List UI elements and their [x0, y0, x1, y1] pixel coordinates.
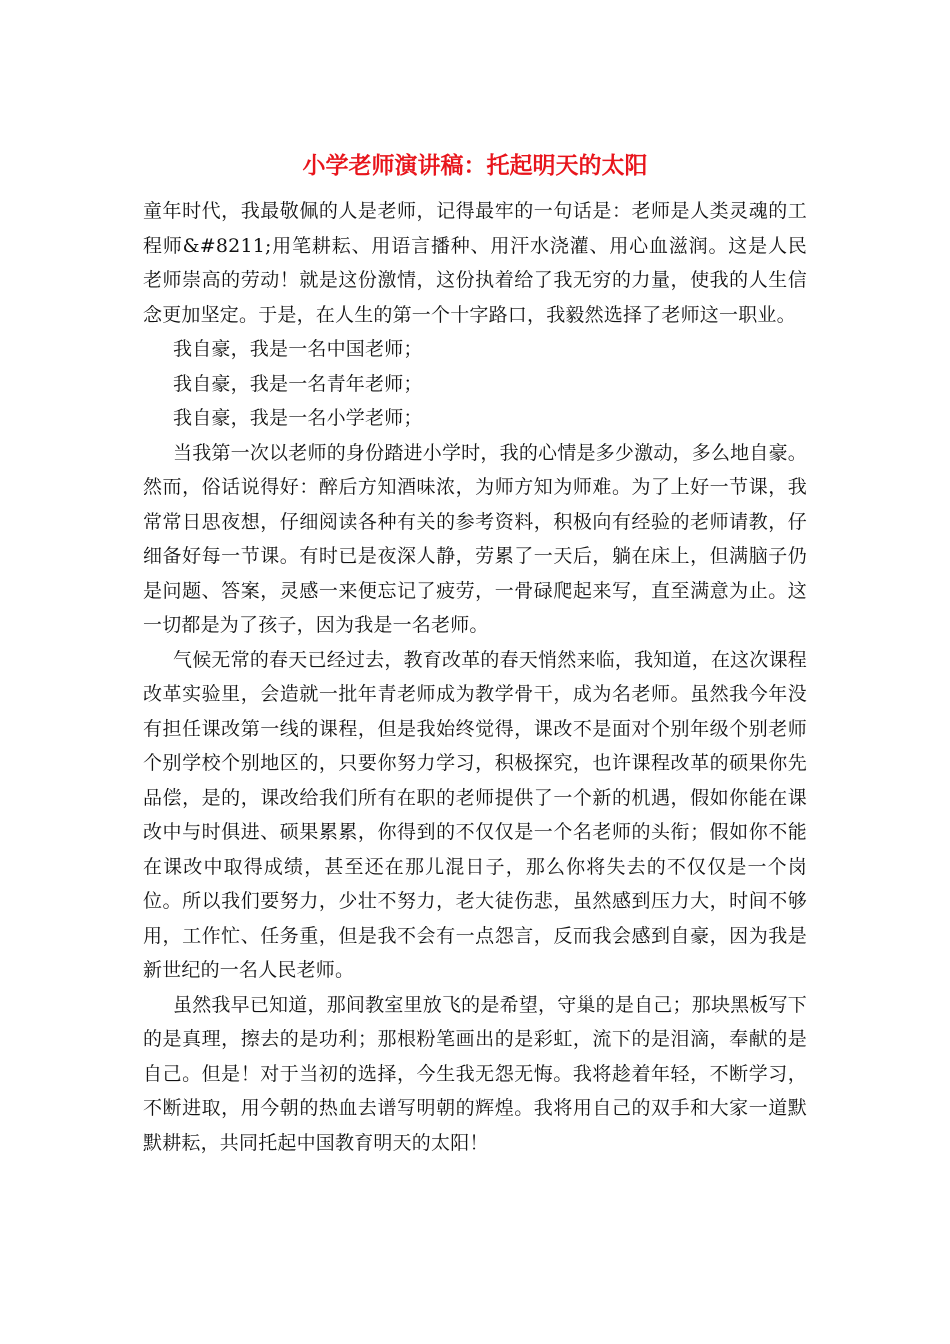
- paragraph-first-day: 当我第一次以老师的身份踏进小学时，我的心情是多少激动，多么地自豪。然而，俗话说得好：醉后方知酒味浓，为师方知为师难。为了上好一节课，我常常日思夜想，仔细阅读各种有关的参考资料，积极向有经验的老师请教，仔细备好每一节课。有时已是夜深人静，劳累了一天后，躺在床上，但满脑子仍是问题、答案，灵感一来便忘记了疲劳，一骨碌爬起来写，直至满意为止。这一切都是为了孩子，因为我是一名老师。: [143, 441, 807, 636]
- document-title: 小学老师演讲稿：托起明天的太阳: [302, 152, 648, 179]
- paragraph-reform: 气候无常的春天已经过去，教育改革的春天悄然来临，我知道，在这次课程改革实验里，会造就一批年青老师成为教学骨干，成为名老师。虽然我今年没有担任课改第一线的课程，但是我始终觉得，课改不是面对个别年级个别老师个别学校个别地区的，只要你努力学习，积极探究，也许课程改革的硕果你先品偿，是的，课改给我们所有在职的老师提供了一个新的机遇，假如你能在课改中与时俱进、硕果累累，你得到的不仅仅是一个名老师的头衔；假如你不能在课改中取得成绩，甚至还在那儿混日子，那么你将失去的不仅仅是一个岗位。所以我们要努力，少壮不努力，老大徒伤悲，虽然感到压力大，时间不够用，工作忙、任务重，但是我不会有一点怨言，反而我会感到自豪，因为我是新世纪的一名人民老师。: [143, 648, 807, 981]
- document-body: [143, 194, 807, 1160]
- paragraph-intro: 童年时代，我最敬佩的人是老师，记得最牢的一句话是：老师是人类灵魂的工程师&#8211;用笔耕耘、用语言播种、用汗水浇灌、用心血滋润。这是人民老师崇高的劳动！就是这份激情，这份执着给了我无穷的力量，使我的人生信念更加坚定。于是，在人生的第一个十字路口，我毅然选择了老师这一职业。: [143, 200, 807, 326]
- paragraph-pride-chinese-teacher: 我自豪，我是一名中国老师；: [173, 338, 423, 360]
- paragraph-conclusion: 虽然我早已知道，那间教室里放飞的是希望，守巢的是自己；那块黑板写下的是真理，擦去的是功利；那根粉笔画出的是彩虹，流下的是泪滴，奉献的是自己。但是！对于当初的选择，今生我无怨无悔。我将趁着年轻，不断学习，不断进取，用今朝的热血去谱写明朝的辉煌。我将用自己的双手和大家一道默默耕耘，共同托起中国教育明天的太阳！: [143, 993, 807, 1154]
- paragraph-pride-young-teacher: 我自豪，我是一名青年老师；: [173, 372, 423, 395]
- paragraph-pride-primary-teacher: 我自豪，我是一名小学老师；: [173, 407, 423, 429]
